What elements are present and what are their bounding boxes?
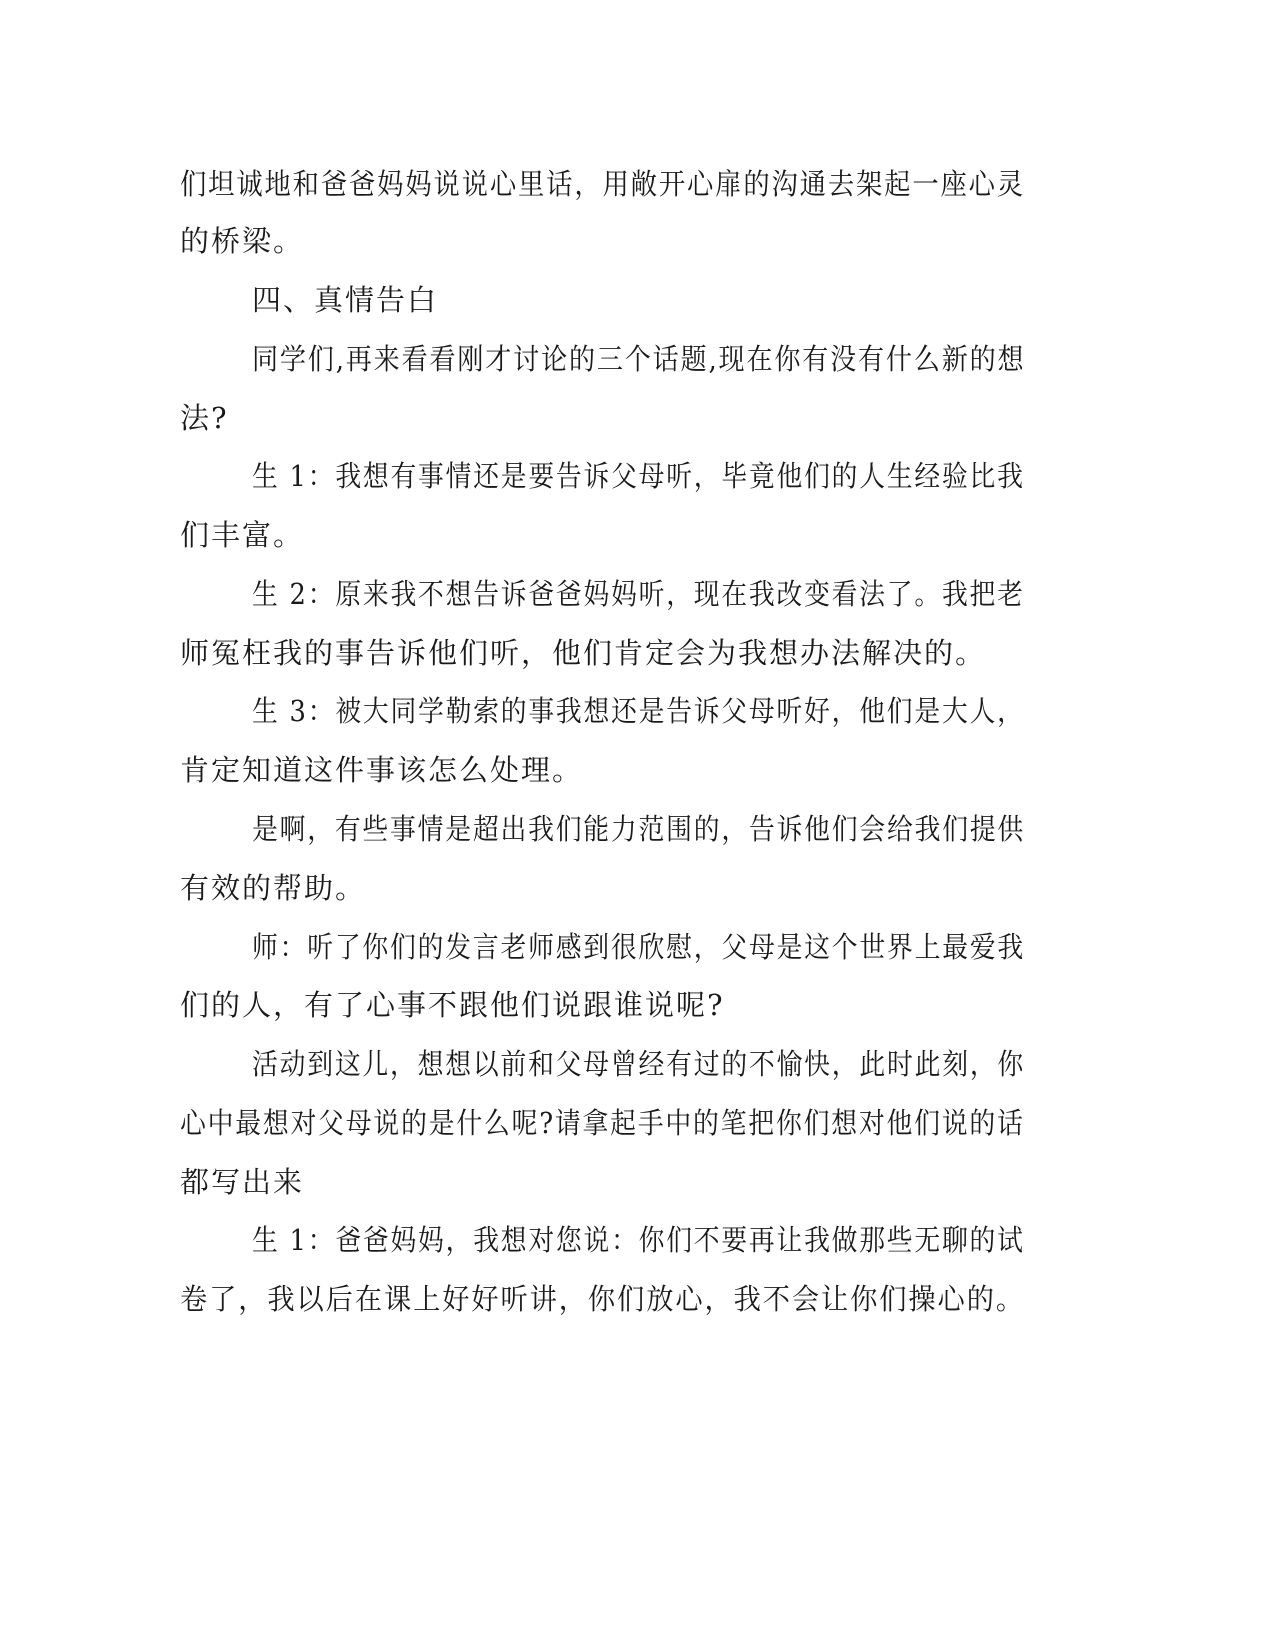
paragraph-line: 师冤枉我的事告诉他们听，他们肯定会为我想办法解决的。 [180, 636, 987, 670]
paragraph-line: 们丰富。 [180, 518, 305, 552]
section-heading: 四、真情告白 [252, 283, 439, 317]
paragraph-line: 师：听了你们的发言老师感到很欣慰，父母是这个世界上最爱我 [252, 930, 1026, 964]
paragraph-line: 是啊，有些事情是超出我们能力范围的，告诉他们会给我们提供 [252, 812, 1026, 846]
paragraph-line: 生 3：被大同学勒索的事我想还是告诉父母听好，他们是大人， [252, 694, 1025, 728]
paragraph-line: 生 1：我想有事情还是要告诉父母听，毕竟他们的人生经验比我 [252, 459, 1025, 493]
paragraph-line: 有效的帮助。 [180, 871, 367, 905]
paragraph-line: 卷了，我以后在课上好好听讲，你们放心，我不会让你们操心的。 [180, 1282, 1025, 1316]
paragraph-line: 活动到这儿，想想以前和父母曾经有过的不愉快，此时此刻，你 [252, 1047, 1026, 1081]
paragraph-line: 都写出来 [180, 1165, 305, 1199]
paragraph-line: 法? [180, 401, 229, 435]
paragraph-line: 生 1：爸爸妈妈，我想对您说：你们不要再让我做那些无聊的试 [252, 1223, 1025, 1257]
paragraph-line: 心中最想对父母说的是什么呢?请拿起手中的笔把你们想对他们说的话 [180, 1106, 1025, 1140]
paragraph-line: 们的人，有了心事不跟他们说跟谁说呢? [180, 988, 725, 1022]
paragraph-line: 同学们,再来看看刚才讨论的三个话题,现在你有没有什么新的想 [252, 342, 1026, 376]
paragraph-line: 的桥梁。 [180, 224, 305, 258]
paragraph-line: 们坦诚地和爸爸妈妈说说心里话，用敞开心扉的沟通去架起一座心灵 [180, 167, 1026, 201]
paragraph-line: 肯定知道这件事该怎么处理。 [180, 753, 584, 787]
paragraph-line: 生 2：原来我不想告诉爸爸妈妈听，现在我改变看法了。我把老 [252, 577, 1025, 611]
